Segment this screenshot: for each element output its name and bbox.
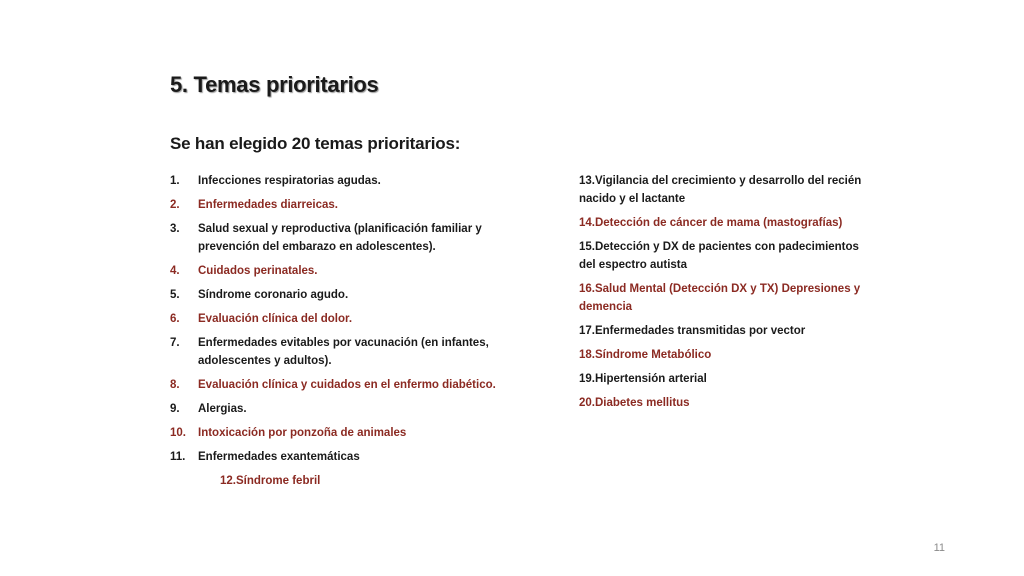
list-item: [170, 220, 500, 256]
list-item: [170, 334, 500, 370]
item-text: Intoxicación por ponzoña de animales: [198, 427, 407, 439]
item-number: 9.: [170, 403, 180, 415]
list-item: 13.Vigilancia del crecimiento y desarrollo del recién nacido y el lactante: [579, 175, 862, 205]
list-item: 18.Síndrome Metabólico: [579, 349, 712, 361]
list-item: 14.Detección de cáncer de mama (mastografías): [579, 217, 843, 229]
item-text: Enfermedades diarreicas.: [198, 199, 338, 211]
slide-subtitle: Se han elegido 20 temas prioritarios:: [170, 134, 461, 153]
item-text: 12.Síndrome febril: [220, 475, 321, 487]
item-number: 8.: [170, 379, 180, 391]
list-item: [170, 448, 500, 466]
item-number: 5.: [170, 289, 180, 301]
item-text: Cuidados perinatales.: [198, 265, 318, 277]
list-item: [170, 286, 500, 304]
list-item: 15.Detección y DX de pacientes con padecimientos del espectro autista: [579, 241, 859, 271]
item-text: Evaluación clínica del dolor.: [198, 313, 353, 325]
list-item: [170, 196, 500, 214]
list-item: [170, 310, 500, 328]
list-item: [170, 400, 500, 418]
item-text: Síndrome coronario agudo.: [198, 289, 349, 301]
page-number: 11: [933, 542, 945, 554]
item-number: 1.: [170, 175, 180, 187]
list-item: 19.Hipertensión arterial: [579, 373, 707, 385]
item-number: 10.: [170, 427, 186, 439]
item-number: 2.: [170, 199, 180, 211]
list-item: [170, 424, 500, 442]
item-number: 4.: [170, 265, 180, 277]
item-number: 11.: [170, 451, 186, 463]
topics-list-right: [579, 172, 864, 418]
topics-list-left: [170, 172, 500, 496]
list-item: 16.Salud Mental (Detección DX y TX) Depresiones y demencia: [579, 283, 861, 313]
item-text: Enfermedades evitables por vacunación (en infantes, adolescentes y adultos).: [198, 337, 489, 367]
list-item: [170, 172, 500, 190]
slide-title: 5. Temas prioritarios: [170, 72, 379, 97]
item-text: Infecciones respiratorias agudas.: [198, 175, 381, 187]
item-text: Alergias.: [198, 403, 247, 415]
list-item: 17.Enfermedades transmitidas por vector: [579, 325, 806, 337]
item-text: Salud sexual y reproductiva (planificación familiar y prevención del embarazo en adolescentes).: [198, 223, 482, 253]
list-item: [170, 262, 500, 280]
list-item: [170, 376, 500, 394]
list-item: [170, 472, 500, 490]
item-number: 6.: [170, 313, 180, 325]
list-item: 20.Diabetes mellitus: [579, 397, 690, 409]
item-text: Enfermedades exantemáticas: [198, 451, 360, 463]
item-number: 3.: [170, 223, 180, 235]
item-text: Evaluación clínica y cuidados en el enfermo diabético.: [198, 379, 496, 391]
item-number: 7.: [170, 337, 180, 349]
